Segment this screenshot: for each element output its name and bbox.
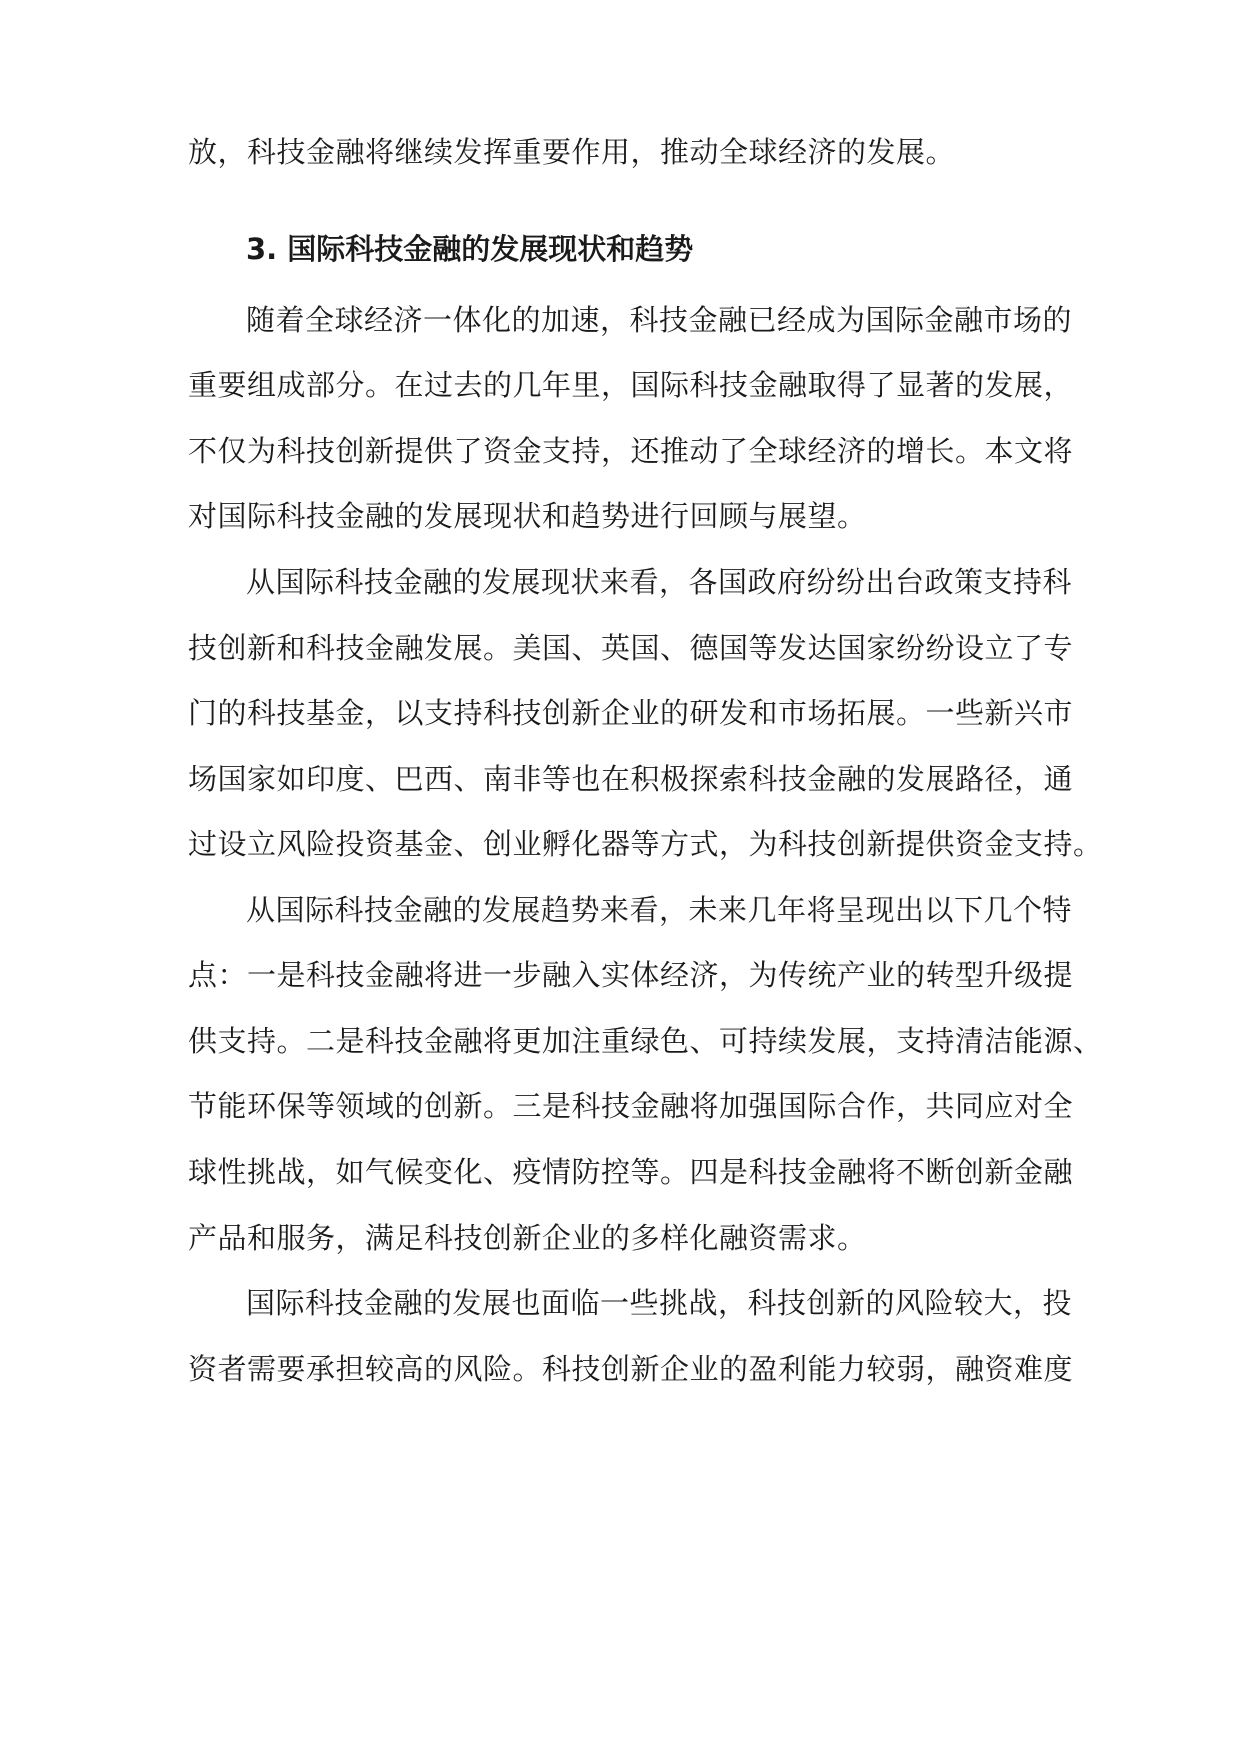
paragraph-line: 从国际科技金融的发展趋势来看，未来几年将呈现出以下几个特: [246, 893, 1073, 927]
paragraph-line: 技创新和科技金融发展。美国、英国、德国等发达国家纷纷设立了专: [188, 631, 1074, 665]
section-heading: 3. 国际科技金融的发展现状和趋势: [246, 232, 694, 266]
paragraph-line: 重要组成部分。在过去的几年里，国际科技金融取得了显著的发展，: [188, 368, 1074, 402]
paragraph-line: 不仅为科技创新提供了资金支持，还推动了全球经济的增长。本文将: [188, 434, 1074, 468]
paragraph-line: 球性挑战，如气候变化、疫情防控等。四是科技金融将不断创新金融: [188, 1155, 1074, 1189]
paragraph-line: 供支持。二是科技金融将更加注重绿色、可持续发展，支持清洁能源、: [188, 1024, 1103, 1058]
paragraph-line: 点：一是科技金融将进一步融入实体经济，为传统产业的转型升级提: [188, 958, 1074, 992]
paragraph-line: 产品和服务，满足科技创新企业的多样化融资需求。: [188, 1221, 867, 1255]
paragraph-line: 过设立风险投资基金、创业孵化器等方式，为科技创新提供资金支持。: [188, 827, 1103, 861]
paragraph-line: 从国际科技金融的发展现状来看，各国政府纷纷出台政策支持科: [246, 565, 1073, 599]
paragraph-line: 门的科技基金，以支持科技创新企业的研发和市场拓展。一些新兴市: [188, 696, 1074, 730]
paragraph-line: 对国际科技金融的发展现状和趋势进行回顾与展望。: [188, 499, 867, 533]
paragraph-line: 资者需要承担较高的风险。科技创新企业的盈利能力较弱，融资难度: [188, 1352, 1074, 1386]
paragraph-line: 国际科技金融的发展也面临一些挑战，科技创新的风险较大，投: [246, 1286, 1073, 1320]
paragraph-line: 随着全球经济一体化的加速，科技金融已经成为国际金融市场的: [246, 303, 1073, 337]
paragraph-line: 场国家如印度、巴西、南非等也在积极探索科技金融的发展路径，通: [188, 762, 1074, 796]
paragraph-line: 节能环保等领域的创新。三是科技金融将加强国际合作，共同应对全: [188, 1089, 1074, 1123]
intro-fragment: 放，科技金融将继续发挥重要作用，推动全球经济的发展。: [188, 135, 956, 169]
